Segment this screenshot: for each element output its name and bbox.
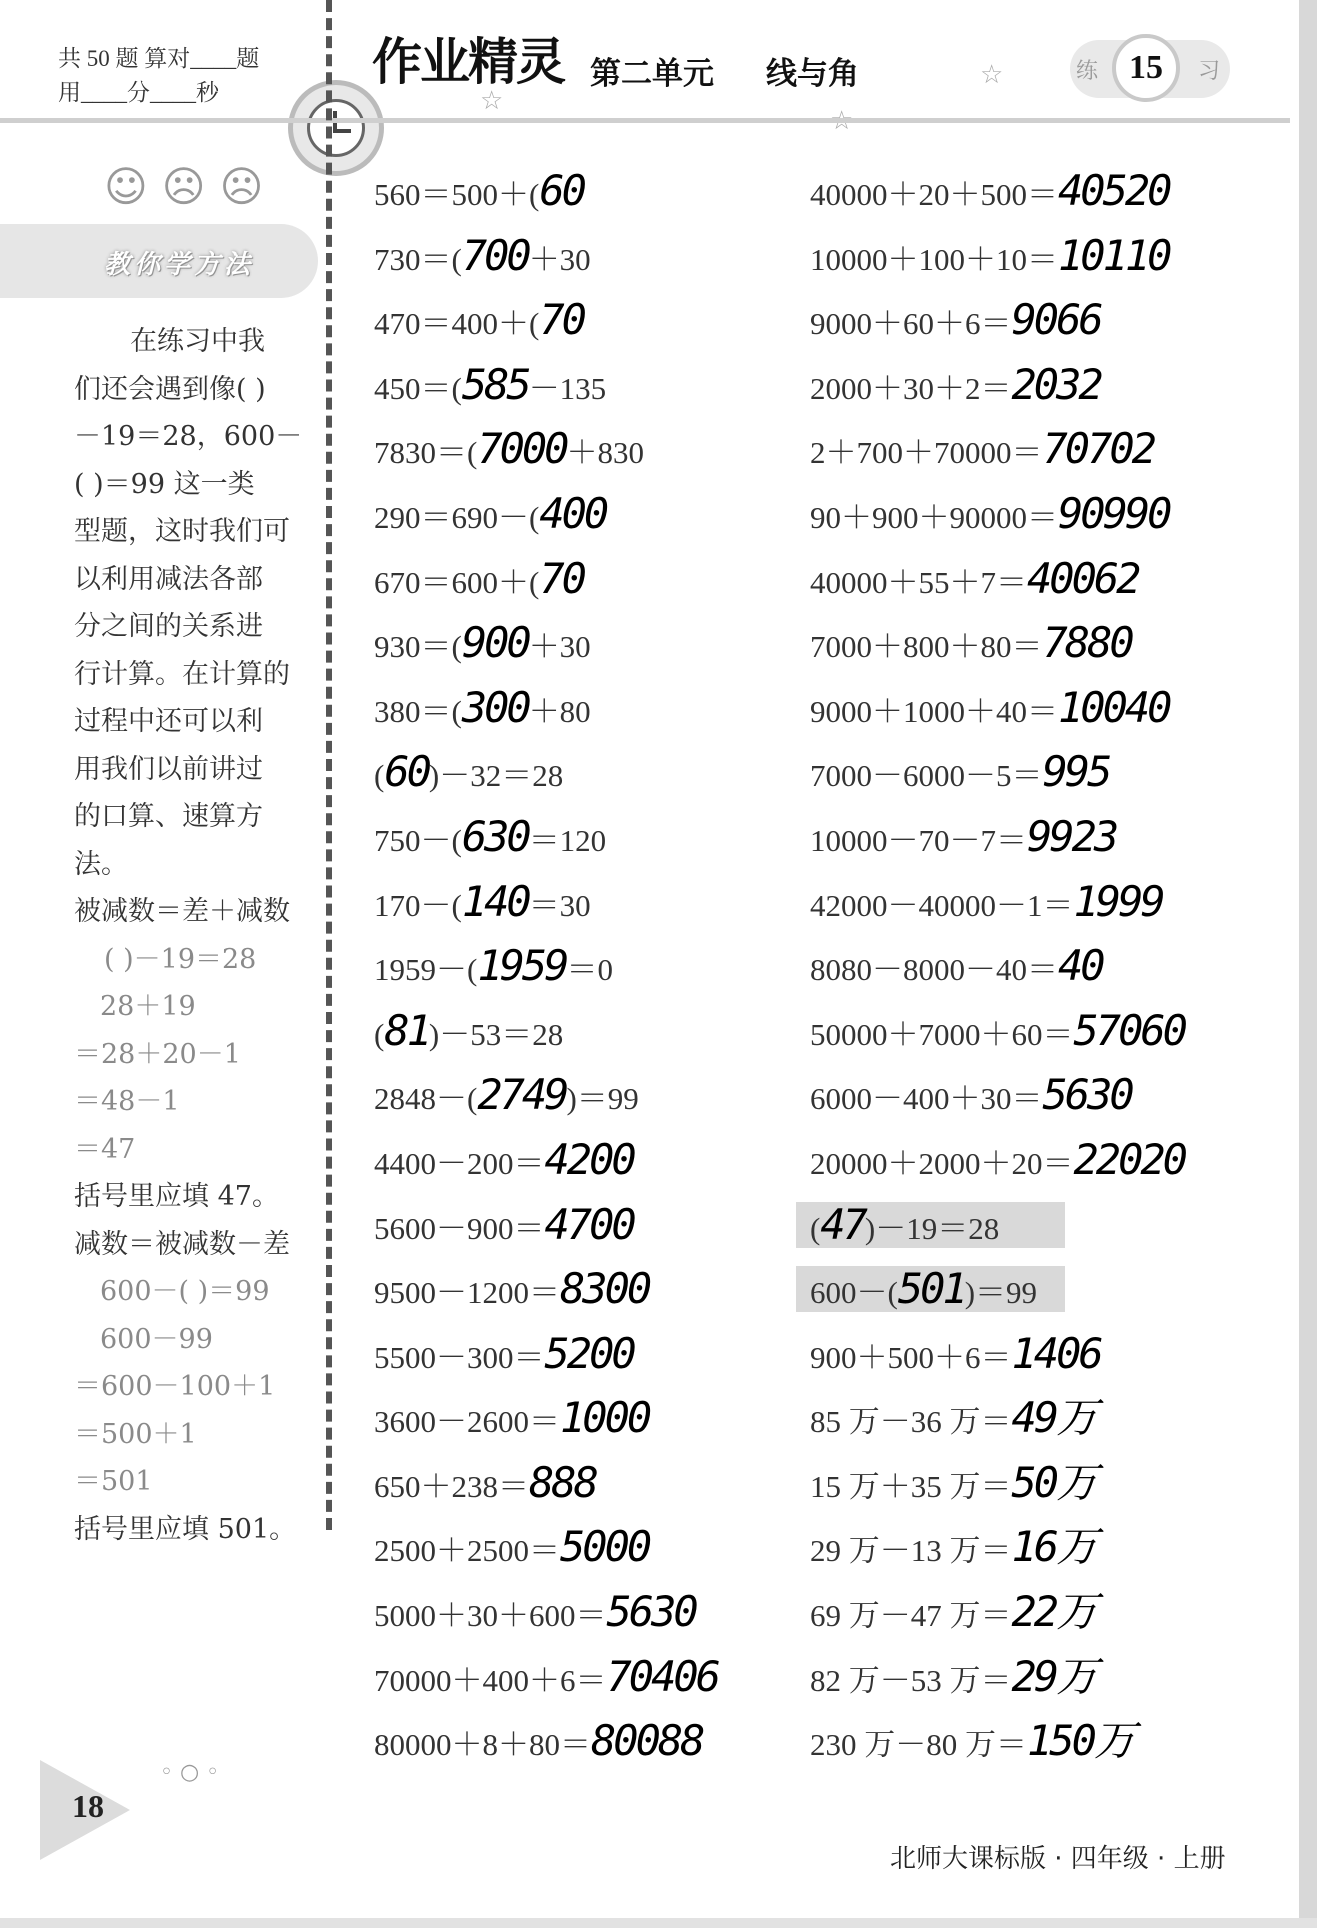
problem-row bbox=[810, 297, 1250, 362]
problem-row bbox=[810, 1651, 1250, 1719]
problem-row bbox=[374, 1005, 774, 1073]
handwritten-answer: 47 bbox=[820, 1199, 865, 1249]
problem-question: 15 万＋35 万＝ bbox=[810, 1468, 1012, 1504]
problem-tail: )－32＝28 bbox=[428, 758, 564, 794]
problem-row bbox=[796, 1266, 1065, 1312]
handwritten-answer: 4700 bbox=[544, 1199, 634, 1249]
clock-icon bbox=[288, 80, 384, 176]
problem-tail: )＝99 bbox=[566, 1081, 639, 1117]
problem-question: 380＝( bbox=[374, 693, 462, 729]
handwritten-answer: 70 bbox=[539, 553, 584, 603]
method-line: 用我们以前讲过 bbox=[74, 753, 263, 785]
problem-question: 2000＋30＋2＝ bbox=[810, 370, 1012, 406]
problem-row bbox=[374, 749, 774, 814]
problem-question: 85 万－36 万＝ bbox=[810, 1404, 1012, 1440]
method-line: 行计算。在计算的 bbox=[74, 658, 290, 690]
handwritten-answer: 2749 bbox=[477, 1070, 567, 1120]
problem-tail: )＝99 bbox=[964, 1275, 1038, 1311]
handwritten-answer: 1000 bbox=[560, 1393, 650, 1443]
problem-row bbox=[374, 1457, 774, 1525]
problem-question: 8080－8000－40＝ bbox=[810, 952, 1058, 988]
handwritten-answer: 50万 bbox=[1011, 1457, 1096, 1507]
star-icon: ☆ bbox=[980, 60, 1004, 89]
method-line: ＝47 bbox=[74, 1133, 136, 1165]
problem-question: 42000－40000－1＝ bbox=[810, 887, 1074, 923]
handwritten-answer: 22万 bbox=[1011, 1587, 1096, 1637]
handwritten-answer: 501 bbox=[897, 1264, 965, 1314]
problem-question: 69 万－47 万＝ bbox=[810, 1598, 1012, 1634]
handwritten-answer: 5000 bbox=[560, 1522, 650, 1572]
problem-row bbox=[374, 553, 774, 621]
problem-question: ( bbox=[374, 1016, 385, 1052]
method-line: 过程中还可以利 bbox=[74, 706, 263, 737]
problem-question: 20000＋2000＋20＝ bbox=[810, 1145, 1074, 1181]
problem-row bbox=[374, 620, 774, 685]
method-line: 法。 bbox=[74, 848, 128, 880]
problem-tail: ＝30 bbox=[528, 887, 591, 923]
method-line: 括号里应填 501。 bbox=[74, 1513, 297, 1545]
handwritten-answer: 60 bbox=[539, 166, 584, 215]
problem-row bbox=[374, 488, 774, 556]
problem-row bbox=[810, 488, 1250, 556]
method-line: ＝600－100＋1 bbox=[74, 1371, 276, 1402]
book-info: 北师大课标版 · 四年级 · 上册 bbox=[890, 1844, 1226, 1874]
method-line: 以利用减法各部 bbox=[74, 563, 263, 595]
handwritten-answer: 7000 bbox=[477, 424, 567, 474]
problem-question: 9000＋1000＋40＝ bbox=[810, 693, 1058, 729]
method-line: －19＝28，600－ bbox=[74, 421, 303, 452]
method-line: 600－( )＝99 bbox=[100, 1276, 270, 1307]
problems-left-column bbox=[374, 168, 774, 1783]
problem-row bbox=[374, 682, 774, 750]
problem-row bbox=[810, 426, 1250, 491]
handwritten-answer: 40520 bbox=[1058, 166, 1170, 215]
score-line-1: 共 50 题 算对____题 bbox=[58, 46, 260, 71]
problem-tail: )－19＝28 bbox=[864, 1210, 1000, 1246]
problem-row bbox=[374, 811, 774, 879]
problem-question: 9500－1200＝ bbox=[374, 1275, 560, 1311]
method-line: ＝501 bbox=[74, 1466, 153, 1497]
problem-tail: ＋80 bbox=[528, 693, 591, 729]
handwritten-answer: 400 bbox=[539, 488, 607, 538]
problem-question: 70000＋400＋6＝ bbox=[374, 1662, 607, 1698]
problem-question: 450＝( bbox=[374, 370, 462, 406]
method-line: 们还会遇到像( ) bbox=[74, 373, 266, 405]
handwritten-answer: 1959 bbox=[477, 941, 567, 991]
problem-row bbox=[810, 1589, 1250, 1654]
problem-row bbox=[810, 943, 1250, 1008]
method-line: 被减数＝差＋减数 bbox=[74, 896, 290, 927]
handwritten-answer: 81 bbox=[384, 1005, 429, 1055]
problem-question: 5000＋30＋600＝ bbox=[374, 1598, 607, 1634]
problem-row bbox=[810, 749, 1250, 814]
problem-tail: ＝0 bbox=[566, 952, 613, 988]
problem-row bbox=[810, 553, 1250, 621]
problem-row bbox=[374, 876, 774, 944]
handwritten-answer: 300 bbox=[461, 682, 529, 732]
score-box bbox=[58, 42, 308, 110]
handwritten-answer: 80088 bbox=[591, 1716, 703, 1766]
method-line: 的口算、速算方 bbox=[74, 801, 263, 832]
method-line: 600－99 bbox=[100, 1323, 213, 1355]
problem-row bbox=[374, 943, 774, 1008]
problem-row bbox=[810, 1718, 1250, 1783]
handwritten-answer: 90990 bbox=[1058, 488, 1170, 538]
problem-question: 470＝400＋( bbox=[374, 306, 540, 342]
method-line: ( )－19＝28 bbox=[104, 943, 257, 975]
chapter-title: 线与角 bbox=[766, 56, 859, 92]
handwritten-answer: 1406 bbox=[1011, 1328, 1101, 1378]
handwritten-answer: 9066 bbox=[1011, 295, 1101, 345]
problem-question: ( bbox=[810, 1210, 821, 1246]
method-title: 教你学方法 bbox=[104, 250, 255, 280]
series-logo: 作业精灵 bbox=[372, 33, 564, 91]
problem-question: ( bbox=[374, 758, 385, 794]
practice-label: 习 bbox=[1198, 59, 1221, 84]
problem-tail: ＋30 bbox=[528, 241, 591, 277]
handwritten-answer: 5630 bbox=[606, 1587, 696, 1637]
mood-faces-icon: ☺☹☹ bbox=[104, 162, 278, 211]
problem-question: 6000－400＋30＝ bbox=[810, 1081, 1043, 1117]
handwritten-answer: 2032 bbox=[1011, 359, 1101, 409]
problem-question: 2848－( bbox=[374, 1081, 478, 1117]
problem-row bbox=[374, 1524, 774, 1589]
problem-question: 29 万－13 万＝ bbox=[810, 1533, 1012, 1569]
handwritten-answer: 9923 bbox=[1027, 811, 1117, 861]
handwritten-answer: 7880 bbox=[1042, 618, 1132, 668]
method-line: 在练习中我 bbox=[130, 326, 265, 357]
problem-row bbox=[810, 1328, 1250, 1396]
problem-question: 600－( bbox=[810, 1275, 898, 1311]
problem-question: 3600－2600＝ bbox=[374, 1404, 560, 1440]
problem-question: 560＝500＋( bbox=[374, 177, 540, 212]
problem-question: 90＋900＋90000＝ bbox=[810, 499, 1058, 535]
method-text bbox=[74, 318, 310, 1553]
handwritten-answer: 150万 bbox=[1027, 1716, 1133, 1766]
problem-row bbox=[374, 168, 774, 233]
handwritten-answer: 995 bbox=[1042, 747, 1110, 797]
method-line: 减数＝被减数－差 bbox=[74, 1228, 290, 1260]
handwritten-answer: 29万 bbox=[1011, 1651, 1096, 1701]
problem-row bbox=[374, 1266, 774, 1331]
method-line: ＝48－1 bbox=[74, 1086, 180, 1117]
page-number-left bbox=[40, 1760, 140, 1860]
handwritten-answer: 49万 bbox=[1011, 1393, 1096, 1443]
handwritten-answer: 900 bbox=[461, 618, 529, 668]
problem-tail: －135 bbox=[528, 370, 607, 406]
problem-question: 7000－6000－5＝ bbox=[810, 758, 1043, 794]
problem-question: 7830＝( bbox=[374, 435, 478, 471]
page-edge bbox=[1299, 0, 1317, 1928]
problem-row bbox=[810, 1072, 1250, 1137]
handwritten-answer: 700 bbox=[461, 230, 529, 280]
sidebar-divider bbox=[326, 0, 332, 1530]
problem-row bbox=[374, 297, 774, 362]
problem-row bbox=[374, 1134, 774, 1202]
method-line: ＝500＋1 bbox=[74, 1418, 197, 1450]
handwritten-answer: 585 bbox=[461, 359, 529, 409]
problem-question: 50000＋7000＋60＝ bbox=[810, 1016, 1074, 1052]
problem-question: 290＝690－( bbox=[374, 499, 540, 535]
star-icon: ☆ bbox=[480, 86, 504, 115]
problem-question: 40000＋55＋7＝ bbox=[810, 564, 1027, 600]
handwritten-answer: 4200 bbox=[544, 1134, 634, 1184]
problem-row bbox=[796, 1199, 1065, 1249]
method-line: 括号里应填 47。 bbox=[74, 1181, 279, 1212]
problem-tail: )－53＝28 bbox=[428, 1016, 564, 1052]
handwritten-answer: 8300 bbox=[560, 1264, 650, 1314]
method-line: ( )＝99 这一类 bbox=[74, 468, 255, 500]
unit-title: 第二单元 bbox=[590, 56, 714, 92]
problem-row bbox=[374, 1199, 774, 1267]
problem-row bbox=[810, 1395, 1250, 1460]
method-line: 分之间的关系进 bbox=[74, 611, 263, 642]
problem-question: 750－( bbox=[374, 822, 462, 858]
problem-row bbox=[374, 1395, 774, 1460]
page-edge-bottom bbox=[0, 1918, 1317, 1928]
clock-hand bbox=[333, 129, 351, 133]
problem-row bbox=[810, 230, 1250, 298]
handwritten-answer: 70702 bbox=[1042, 424, 1154, 474]
page-badge bbox=[1070, 40, 1230, 98]
problem-question: 7000＋800＋80＝ bbox=[810, 629, 1043, 665]
handwritten-answer: 630 bbox=[461, 811, 529, 861]
problem-row bbox=[374, 230, 774, 298]
handwritten-answer: 16万 bbox=[1011, 1522, 1096, 1572]
problem-row bbox=[810, 1457, 1250, 1525]
problem-row bbox=[810, 876, 1250, 944]
method-banner bbox=[0, 224, 318, 298]
problem-question: 82 万－53 万＝ bbox=[810, 1662, 1012, 1698]
handwritten-answer: 40062 bbox=[1027, 553, 1139, 603]
problem-row bbox=[374, 359, 774, 427]
handwritten-answer: 10110 bbox=[1058, 230, 1170, 280]
problem-row bbox=[810, 359, 1250, 427]
handwritten-answer: 1999 bbox=[1073, 876, 1163, 926]
problem-row bbox=[374, 426, 774, 491]
problem-tail: ＝120 bbox=[528, 822, 607, 858]
problem-question: 1959－( bbox=[374, 952, 478, 988]
method-line: 28＋19 bbox=[100, 991, 196, 1022]
problem-row bbox=[374, 1651, 774, 1719]
problem-question: 10000＋100＋10＝ bbox=[810, 241, 1058, 277]
problem-row bbox=[374, 1718, 774, 1783]
handwritten-answer: 888 bbox=[529, 1457, 596, 1507]
problem-question: 650＋238＝ bbox=[374, 1468, 529, 1504]
problem-row bbox=[810, 682, 1250, 750]
practice-label: 练 bbox=[1076, 59, 1099, 84]
problem-row bbox=[374, 1589, 774, 1654]
problem-question: 2500＋2500＝ bbox=[374, 1533, 560, 1569]
problem-question: 10000－70－7＝ bbox=[810, 822, 1027, 858]
problem-question: 930＝( bbox=[374, 629, 462, 665]
problem-question: 80000＋8＋80＝ bbox=[374, 1727, 591, 1763]
problem-row bbox=[810, 811, 1250, 879]
problem-question: 230 万－80 万＝ bbox=[810, 1727, 1027, 1763]
page-number-left-text: 18 bbox=[72, 1788, 104, 1824]
handwritten-answer: 60 bbox=[384, 747, 429, 797]
problem-row bbox=[810, 168, 1250, 233]
problem-question: 670＝600＋( bbox=[374, 564, 540, 600]
handwritten-answer: 5630 bbox=[1042, 1070, 1132, 1120]
problem-tail: ＋30 bbox=[528, 629, 591, 665]
handwritten-answer: 70 bbox=[539, 295, 584, 345]
handwritten-answer: 70406 bbox=[606, 1651, 718, 1701]
handwritten-answer: 57060 bbox=[1073, 1005, 1185, 1055]
handwritten-answer: 22020 bbox=[1073, 1134, 1185, 1184]
problem-question: 5600－900＝ bbox=[374, 1210, 545, 1246]
problem-question: 5500－300＝ bbox=[374, 1339, 545, 1375]
decor-dots: ◦ ○ ◦ bbox=[160, 1760, 220, 1785]
problem-row bbox=[810, 1134, 1250, 1202]
handwritten-answer: 10040 bbox=[1058, 682, 1170, 732]
method-line: 型题，这时我们可 bbox=[74, 516, 290, 547]
page-number: 15 bbox=[1112, 34, 1180, 102]
problem-question: 40000＋20＋500＝ bbox=[810, 177, 1058, 212]
problem-row bbox=[374, 1328, 774, 1396]
method-line: ＝28＋20－1 bbox=[74, 1038, 241, 1070]
problem-question: 730＝( bbox=[374, 241, 462, 277]
handwritten-answer: 5200 bbox=[544, 1328, 634, 1378]
problem-row bbox=[810, 1005, 1250, 1073]
handwritten-answer: 40 bbox=[1058, 941, 1103, 991]
problem-question: 4400－200＝ bbox=[374, 1145, 545, 1181]
header-rule bbox=[0, 118, 1290, 123]
handwritten-answer: 140 bbox=[461, 876, 529, 926]
problem-row bbox=[374, 1072, 774, 1137]
problem-question: 2＋700＋70000＝ bbox=[810, 435, 1043, 471]
problem-question: 170－( bbox=[374, 887, 462, 923]
problem-row bbox=[810, 620, 1250, 685]
problem-tail: ＋830 bbox=[566, 435, 644, 471]
problem-row bbox=[810, 1524, 1250, 1589]
problems-right-column bbox=[810, 168, 1250, 1783]
score-line-2: 用____分____秒 bbox=[58, 80, 219, 105]
problem-question: 900＋500＋6＝ bbox=[810, 1339, 1012, 1375]
problem-question: 9000＋60＋6＝ bbox=[810, 306, 1012, 342]
